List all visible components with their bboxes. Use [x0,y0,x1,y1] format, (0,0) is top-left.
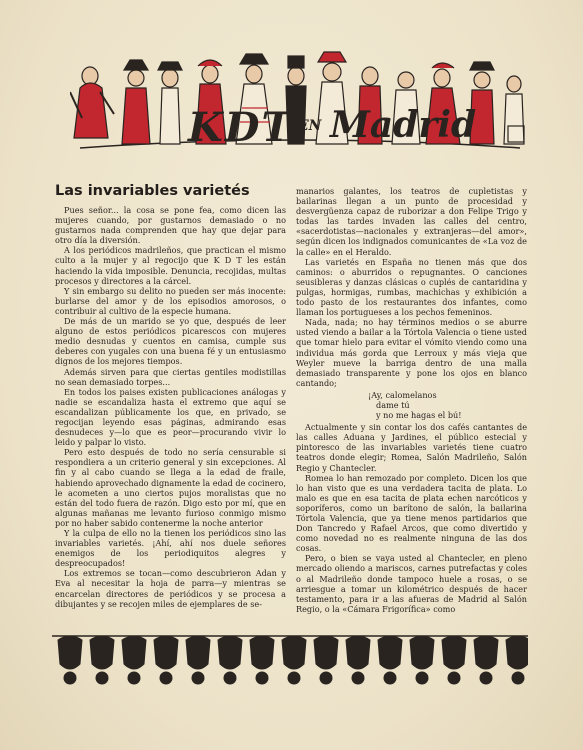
article-title: Las invariables varietés [55,183,250,199]
paragraph: Pero esto después de todo no sería censurable si respondiera a un criterio general y sin excepciones. Al fin y al cabo cuando se llega a la edad de fraile, habiendo aprovechado dignamente la edad de cocinero, le acometen a uno ciertos pujos moralistas que no están del todo fuera de razón. Digo esto por mí, que en algunas mañanas me levanto furioso conmigo mismo por no haber sabido contenerme la noche anterior [55,447,286,528]
paragraph: Pues señor... la cosa se pone fea, como dicen las mujeres cuando, por gustarnos demasiado o no gustarnos nada comprenden que hay que dejar para otro día la diversión. [55,205,286,246]
paragraph: Romea lo han remozado por completo. Dicen los que lo han visto que es una verdadera tacita de plata. Lo malo es que en esa tacita de plata echen narcóticos y soporíferos, como un barítono de salón, la bailarina Tórtola Valencia, que ya tiene menos partidarios que Don Tancredo y Rafael Arcos, que como divertido y como novedad no es realmente ninguna de las dos cosas. [296,472,527,554]
paragraph: A los periódicos madrileños, que practican el mismo culto a la mujer y al regocijo que K D T les están haciendo la vida imposible. Denuncia, recojidas, multas procesos y directores a la cárcel. [55,245,286,286]
paragraph: Y sin embargo su delito no pueden ser más inocente: burlarse del amor y de los episodios amorosos, o contribuir al cultivo de la especie humana. [55,285,286,316]
paragraph: En todos los paises existen publicaciones análogas y nadie se escandaliza hasta el extremo que aquí se escandalizan públicamente los que, en privado, se regocijan leyendo esas páginas, admirando esas desnudeces y—lo que es peor—procurando vivir lo leido y palpar lo visto. [55,386,286,448]
verse-line: dame tú [376,399,410,410]
paragraph: De más de un marido se yo que, después de leer alguno de estos periódicos picarescos con mujeres medio desnudas y cuentos en camisa, cumple sus deberes con yugales con una buena fé y un entusiasmo dignos de los mejores tiempos. [55,316,286,367]
right-column [296,186,527,614]
decorative-border-icon [52,634,528,690]
left-column [55,205,286,609]
paragraph: Actualmente y sin contar los dos cafés cantantes de las calles Aduana y Jardines, el público estecial y pintoresco de las invariables varietés tiene cuatro teatros donde elegir; Romea, Salón Madrileño, Salón Regio y Chantecler. [296,422,527,473]
verse-line: ¡Ay, calomelanos [368,389,437,400]
paragraph: Y la culpa de ello no la tienen los periódicos sino las invariables varietés. ¡Ahí, ahí nos duele señores enemigos de los periodiquitos alegres y despreocupados! [55,528,286,569]
verse-block [296,390,527,420]
paragraph: Las varietés en España no tienen más que dos caminos: o aburridos o repugnantes. O canciones seusibleras y danzas clásicas o cuplés de cantaridina y pulgas, hormigas, rumbas, machichas y exhibición a todo pasto de los restaurantes dos infantes, como llaman los portugueses a los pechos femeninos. [296,256,527,318]
header-title-kdt: KDT [188,104,294,151]
paragraph: Además sirven para que ciertas gentiles modistillas no sean demasiado torpes... [55,366,286,387]
footer-ornament [52,634,528,690]
paragraph: Nada, nada; no hay términos medios o se aburre usted viendo a bailar a la Tórtola Valencia o tiene usted que tomar hielo para evitar el vómito viendo como una individua más gorda que Lerroux y más vieja que Weyler mueve la barriga dentro de una malla demasiado transparente y pone los ojos en blanco cantando; [296,317,527,388]
paragraph: manarios galantes, los teatros de cupletistas y bailarinas llegan a un punto de procesidad y desvergüenza capaz de ruborizar a don Felipe Trigo y todas las tardes invaden las calles del centro, «sacerdotistas—nacionales y extranjeras—del amor», según dicen los indignados comunicantes de «La voz de la calle» en el Heraldo. [296,186,527,257]
header-title-en: EN [298,118,322,134]
verse-line: y no me hagas el bú! [376,410,462,421]
paragraph: Los extremos se tocan—como descubrieron Adan y Eva al necesitar la hoja de parra—y mientras se encarcelan directores de periódicos y se procesa a dibujantes y se recojen miles de ejemplares de se- [55,568,286,609]
paragraph: Pero, o bien se vaya usted al Chantecler, en pleno mercado oliendo a mariscos, carnes putrefactas y coles o al Madrileño donde tampoco huele a rosas, o se arriesgue a tomar un kilométrico después de hacer testamento, para ir a las afueras de Madrid al Salón Regio, o la «Cámara Frigorífica» como [296,553,527,614]
header-title-madrid: Madrid [330,104,477,146]
